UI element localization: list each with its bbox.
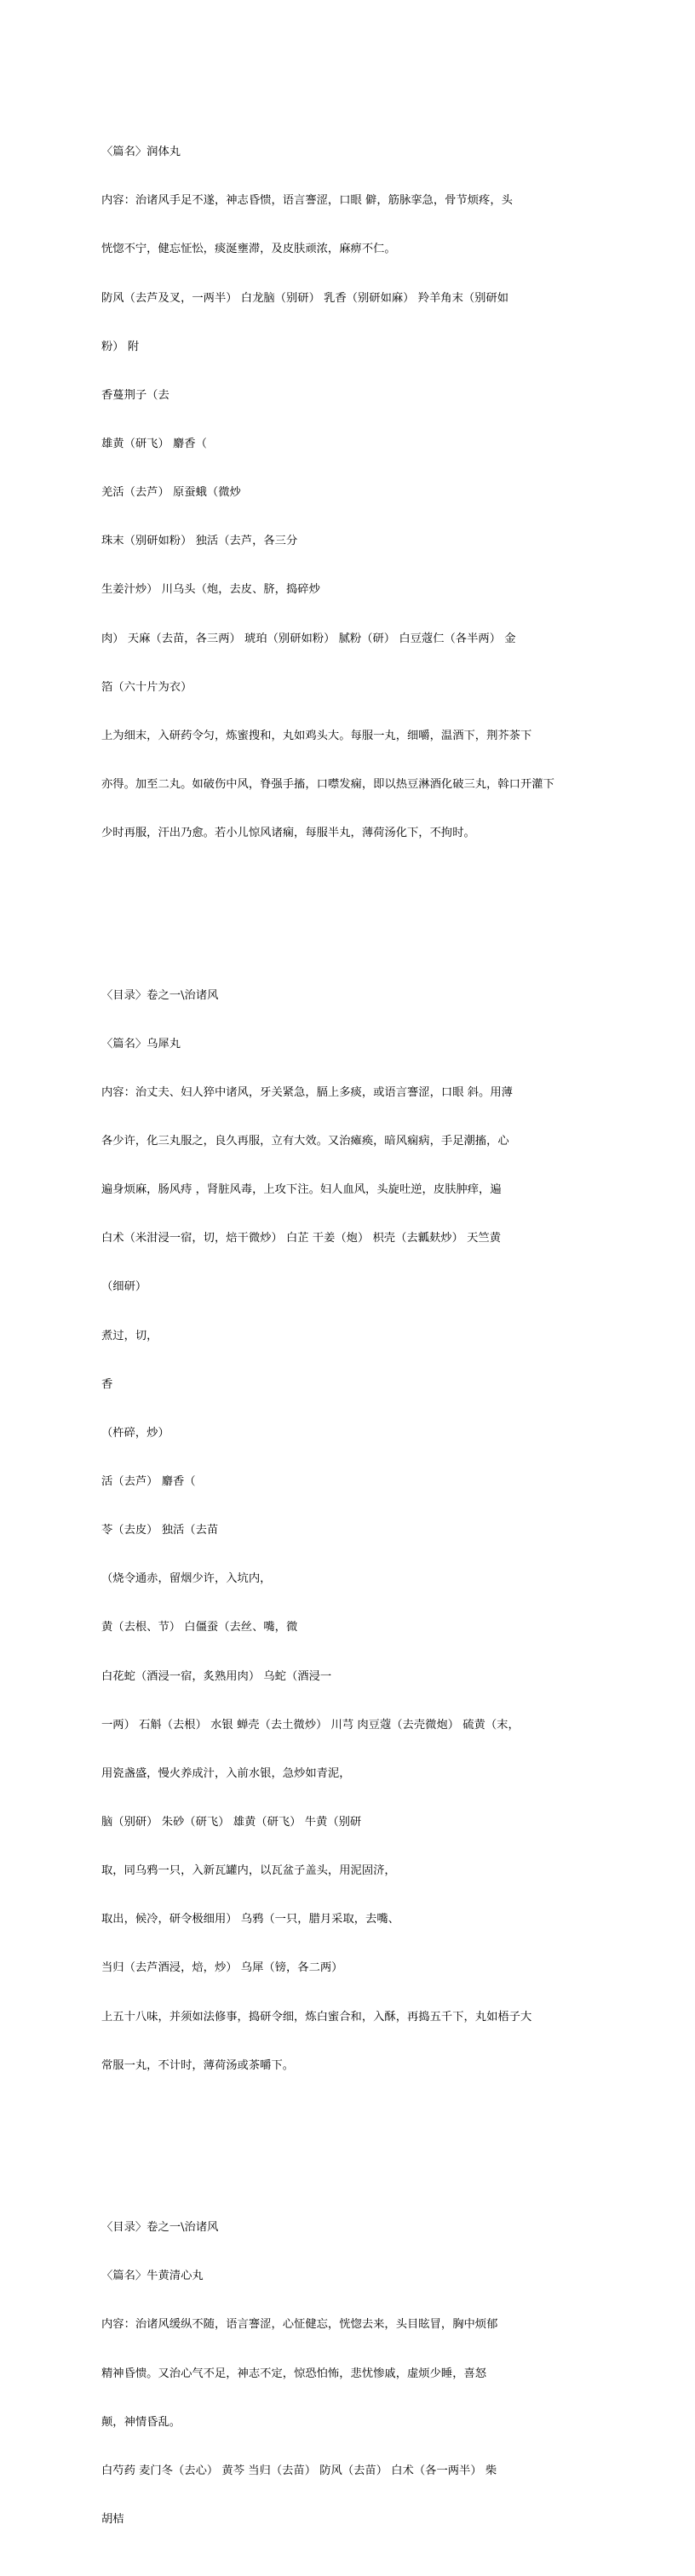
- ingredient-line: 黄（去根、节） 白僵蚕（去丝、嘴，微: [101, 1621, 298, 1634]
- catalog-heading: 〈目录〉卷之一\治诸风: [101, 2221, 219, 2235]
- ingredient-line: 粉） 附: [101, 340, 140, 353]
- ingredient-line: 煮过，切，: [101, 1329, 158, 1342]
- instruction-line: 上五十八味，并须如法修事，捣研令细，炼白蜜合和，入酥，再捣五千下，丸如梧子大: [101, 2010, 532, 2024]
- section-title: 〈篇名〉牛黄清心丸: [101, 2270, 204, 2283]
- document-page: [101, 79, 646, 2576]
- ingredient-line: 珠末（别研如粉） 独活（去芦，各三分: [101, 535, 298, 548]
- ingredient-line: （杵碎，炒）: [101, 1426, 169, 1440]
- ingredient-line: 香蔓荆子（去: [101, 388, 169, 402]
- ingredient-line: 生姜汁炒） 川乌头（炮，去皮、脐，捣碎炒: [101, 583, 320, 597]
- content-line: 恍惚不宁，健忘怔忪，痰涎壅滞，及皮肤顽浓，麻痹不仁。: [101, 243, 396, 256]
- ingredient-line: 白花蛇（酒浸一宿，炙熟用肉） 乌蛇（酒浸一: [101, 1669, 332, 1683]
- section-divider: [101, 2138, 646, 2155]
- ingredient-line: 白术（米泔浸一宿，切，焙干微炒） 白芷 干姜（炮） 枳壳（去瓤麸炒） 天竺黄: [101, 1232, 501, 1245]
- ingredient-line: 羌活（去芦） 原蚕蛾（微炒: [101, 486, 241, 500]
- content-line: 内容：治丈夫、妇人猝中诸风，牙关紧急，膈上多痰，或语言謇涩，口眼 斜。用薄: [101, 1085, 513, 1099]
- ingredient-line: 当归（去芦酒浸，焙，炒） 乌犀（镑，各二两）: [101, 1961, 343, 1975]
- ingredient-line: 肉） 天麻（去苗，各三两） 琥珀（别研如粉） 腻粉（研） 白豆蔻仁（各半两） 金: [101, 632, 516, 645]
- ingredient-line: 一两） 石斛（去根） 水银 蝉壳（去土微炒） 川芎 肉豆蔻（去壳微炮） 硫黄（末，: [101, 1718, 520, 1732]
- ingredient-line: 胡桔: [101, 2513, 124, 2527]
- ingredient-line: 活（去芦） 麝香（: [101, 1475, 196, 1489]
- section-title: 〈篇名〉润体丸: [101, 146, 181, 159]
- instruction-line: 常服一丸，不计时，薄荷汤或茶嚼下。: [101, 2058, 295, 2072]
- section-title: 〈篇名〉乌犀丸: [101, 1037, 181, 1050]
- ingredient-line: 脑（别研） 朱砂（研飞） 雄黄（研飞） 牛黄（别研: [101, 1816, 362, 1829]
- ingredient-line: 取，同乌鸦一只，入新瓦罐内，以瓦盆子盖头，用泥固济，: [101, 1864, 396, 1878]
- content-line: 内容：治诸风手足不遂，神志昏愦，语言謇涩，口眼 僻，筋脉挛急，骨节烦疼，头: [101, 194, 513, 208]
- content-line: 颠，神情昏乱。: [101, 2415, 181, 2429]
- content-line: 内容：治诸风缓纵不随，语言謇涩，心怔健忘，恍惚去来，头目眩冒，胸中烦郁: [101, 2318, 498, 2332]
- instruction-line: 上为细末，入研药令匀，炼蜜搜和，丸如鸡头大。每服一丸，细嚼，温酒下，荆芥茶下: [101, 729, 532, 742]
- content-line: 各少许，化三丸服之，良久再服，立有大效。又治瘫痪，暗风痫病，手足潮搐，心: [101, 1135, 509, 1148]
- ingredient-line: 取出，候冷，研令极细用） 乌鸦（一只，腊月采取，去嘴、: [101, 1913, 399, 1926]
- instruction-line: 少时再服，汗出乃愈。若小儿惊风诸痫，每服半丸，薄荷汤化下，不拘时。: [101, 827, 475, 840]
- ingredient-line: 箔（六十片为衣）: [101, 680, 192, 694]
- ingredient-line: （细研）: [101, 1280, 147, 1294]
- content-line: 精神昏愦。又治心气不足，神志不定，惊恐怕怖，悲忧惨戚，虚烦少睡，喜怒: [101, 2367, 487, 2380]
- ingredient-line: 白芍药 麦门冬（去心） 黄芩 当归（去苗） 防风（去苗） 白术（各一两半） 柴: [101, 2464, 497, 2477]
- ingredient-line: 雄黄（研飞） 麝香（: [101, 438, 207, 451]
- content-line: 遍身烦麻，肠风痔 ，肾脏风毒，上攻下注。妇人血风，头旋吐逆，皮肤肿痒，遍: [101, 1183, 502, 1197]
- instruction-line: 亦得。加至二丸。如破伤中风，脊强手搐，口噤发痫，即以热豆淋酒化破三丸，斡口开灌下: [101, 778, 554, 792]
- catalog-heading: 〈目录〉卷之一\治诸风: [101, 988, 219, 1002]
- ingredient-line: 香: [101, 1377, 113, 1391]
- ingredient-line: 防风（去芦及叉，一两半） 白龙脑（别研） 乳香（别研如麻） 羚羊角末（别研如: [101, 291, 509, 305]
- ingredient-line: 苓（去皮） 独活（去苗: [101, 1524, 219, 1537]
- ingredient-line: 用瓷盏盛，慢火养成汁，入前水银，急炒如青泥，: [101, 1766, 351, 1780]
- section-wuxiwan: [101, 955, 646, 2106]
- ingredient-line: （烧令通赤，留烟少许，入坑内，: [101, 1572, 272, 1586]
- section-niuhuangqingxinwan: [101, 2187, 646, 2560]
- section-divider: [101, 906, 646, 922]
- section-runtiwan: [101, 112, 646, 873]
